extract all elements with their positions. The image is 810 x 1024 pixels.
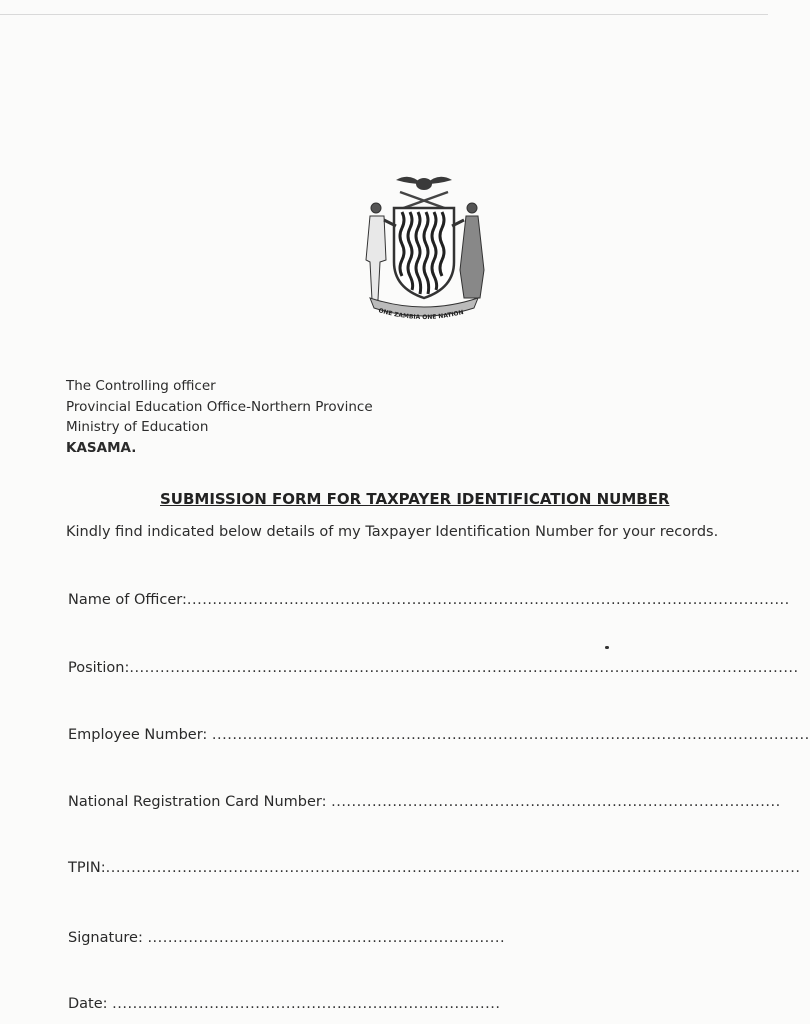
field-label: Name of Officer: [68, 592, 187, 608]
form-intro: Kindly find indicated below details of my Taxpayer Identification Number for your records. [66, 524, 719, 540]
address-line-4: KASAMA. [66, 439, 137, 456]
name-of-officer-field[interactable] [68, 592, 790, 608]
address-line-2: Provincial Education Office-Northern Province [66, 398, 373, 415]
fill-line: ...................................................................... [147, 930, 506, 946]
nrc-number-field[interactable] [68, 794, 781, 810]
emblem-motto: ONE ZAMBIA ONE NATION [377, 307, 465, 322]
date-field[interactable] [68, 996, 501, 1012]
fill-line: ........................................................................................ [331, 794, 781, 810]
scan-speck [605, 646, 609, 649]
signature-field[interactable] [68, 930, 506, 946]
field-label: Date: [68, 996, 113, 1012]
address-line-3: Ministry of Education [66, 419, 209, 435]
fill-line: ........................................................................................................................................ [105, 860, 801, 876]
field-label: TPIN: [68, 860, 106, 876]
coat-of-arms-emblem [356, 170, 492, 330]
fill-line: ................................................................................................................................... [129, 660, 799, 676]
fill-line: ...................................................................................................................... [186, 592, 790, 608]
recipient-address [66, 376, 373, 458]
tpin-field[interactable] [68, 860, 801, 876]
field-label: Employee Number: [68, 727, 212, 743]
field-label: National Registration Card Number: [68, 794, 332, 810]
fill-line: ............................................................................ [112, 996, 501, 1012]
employee-number-field[interactable] [68, 727, 810, 743]
address-line-1: The Controlling officer [66, 378, 216, 394]
field-label: Position: [68, 660, 130, 676]
form-title: SUBMISSION FORM FOR TAXPAYER IDENTIFICATION NUMBER [160, 490, 670, 508]
top-border-line [0, 14, 768, 15]
position-field[interactable] [68, 660, 799, 676]
field-label: Signature: [68, 930, 148, 946]
fill-line: ..................................................................................................................... [211, 727, 810, 743]
